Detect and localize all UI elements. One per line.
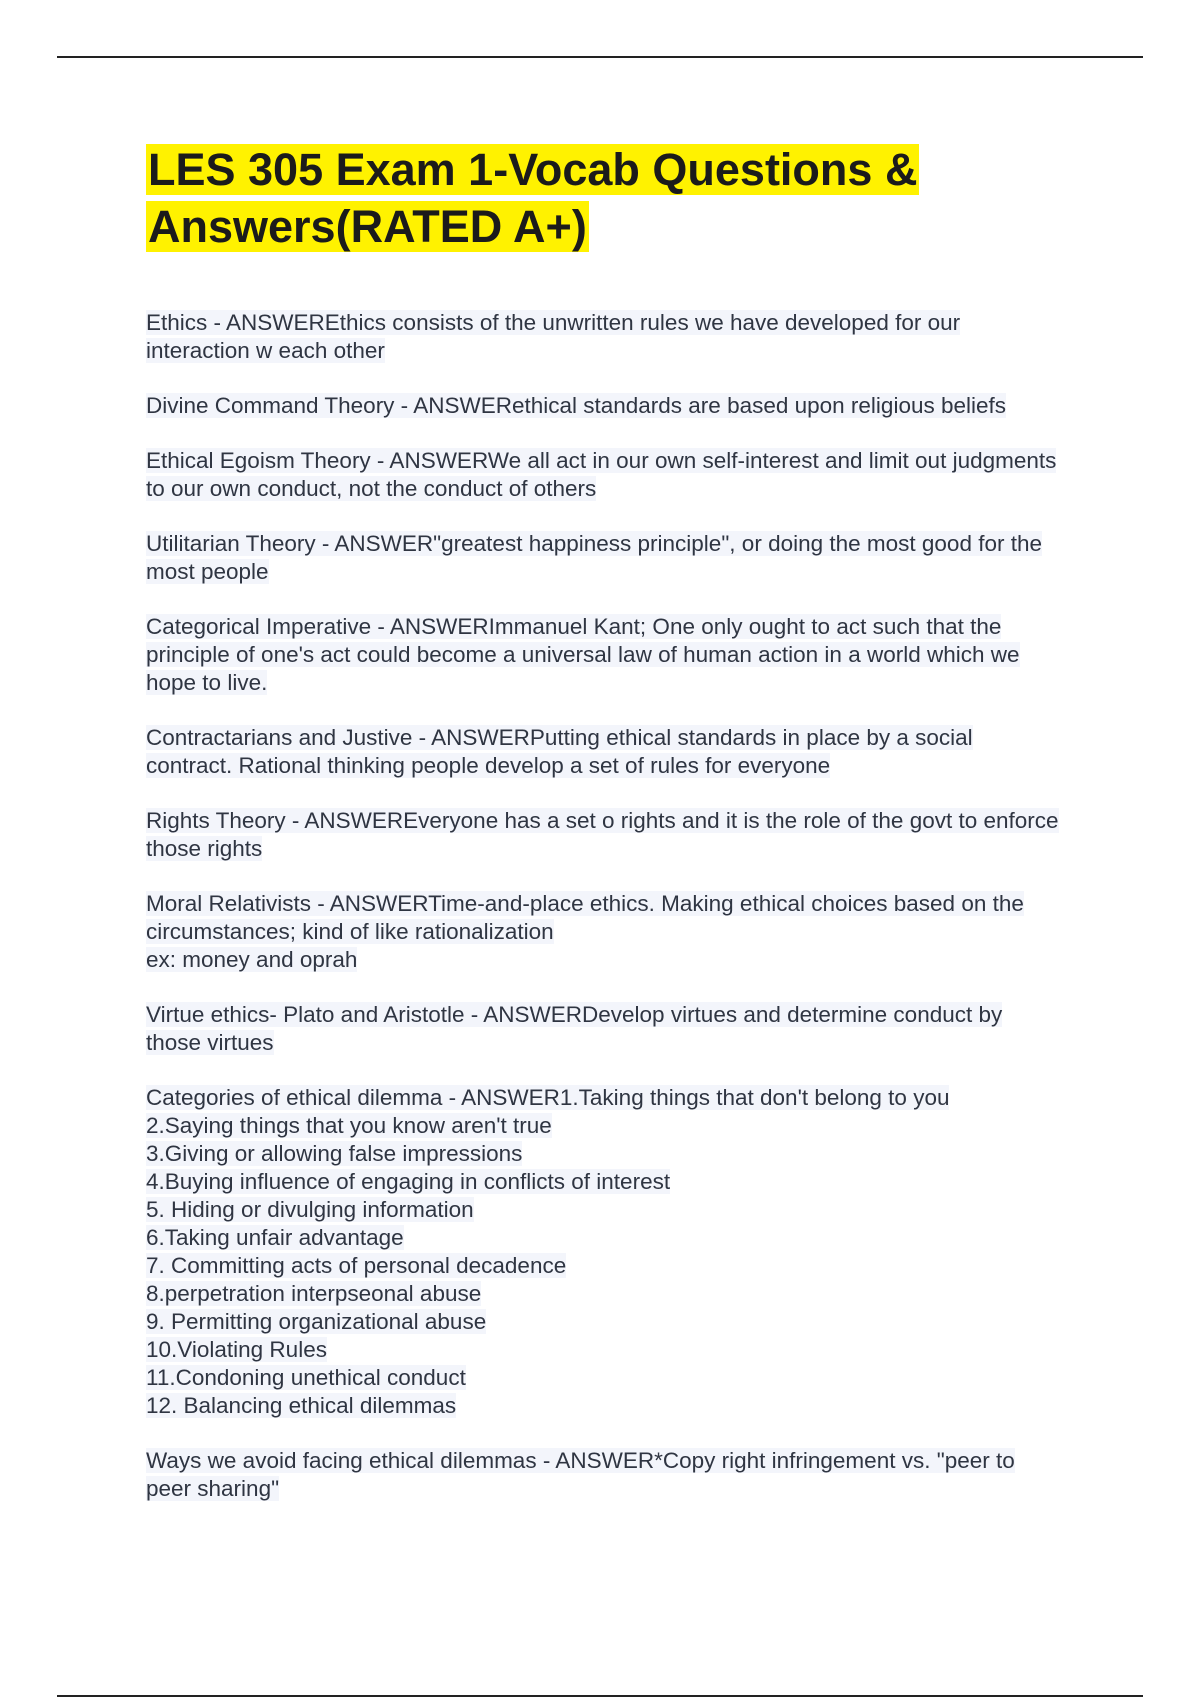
document-body <box>146 141 1076 1530</box>
qa-entry: Contractarians and Justive - ANSWERPutting ethical standards in place by a social contract. Rational thinking people develop a set of rules for everyone <box>146 725 973 778</box>
qa-entry: Categorical Imperative - ANSWERImmanuel Kant; One only ought to act such that the principle of one's act could become a universal law of human action in a world which we hope to live. <box>146 614 1020 695</box>
top-divider <box>57 56 1143 58</box>
qa-list <box>146 309 1076 1503</box>
qa-entry: Categories of ethical dilemma - ANSWER1.Taking things that don't belong to you 2.Saying things that you know aren't true 3.Giving or allowing false impressions 4.Buying influence of engaging in conflicts of interest 5. Hiding or divulging information 6.Taking unfair advantage 7. Committing acts of personal decadence 8.perpetration interpseonal abuse 9. Permitting organizational abuse 10.Violating Rules 11.Condoning unethical conduct 12. Balancing ethical dilemmas <box>146 1085 950 1418</box>
qa-entry: Divine Command Theory - ANSWERethical standards are based upon religious beliefs <box>146 393 1007 418</box>
qa-entry: Ethics - ANSWEREthics consists of the unwritten rules we have developed for our interaction w each other <box>146 310 961 363</box>
qa-entry: Rights Theory - ANSWEREveryone has a set o rights and it is the role of the govt to enforce those rights <box>146 808 1059 861</box>
qa-entry: Ethical Egoism Theory - ANSWERWe all act in our own self-interest and limit out judgments to our own conduct, not the conduct of others <box>146 448 1057 501</box>
bottom-divider <box>57 1695 1143 1697</box>
qa-entry: Virtue ethics- Plato and Aristotle - ANSWERDevelop virtues and determine conduct by those virtues <box>146 1002 1003 1055</box>
qa-entry: Ways we avoid facing ethical dilemmas - ANSWER*Copy right infringement vs. "peer to peer sharing" <box>146 1448 1015 1501</box>
qa-entry: Moral Relativists - ANSWERTime-and-place ethics. Making ethical choices based on the circumstances; kind of like rationalization ex: money and oprah <box>146 891 1024 972</box>
title-highlight: LES 305 Exam 1-Vocab Questions & Answers(RATED A+) <box>148 144 918 252</box>
qa-entry: Utilitarian Theory - ANSWER"greatest happiness principle", or doing the most good for the most people <box>146 531 1043 584</box>
document-title <box>146 141 1076 255</box>
